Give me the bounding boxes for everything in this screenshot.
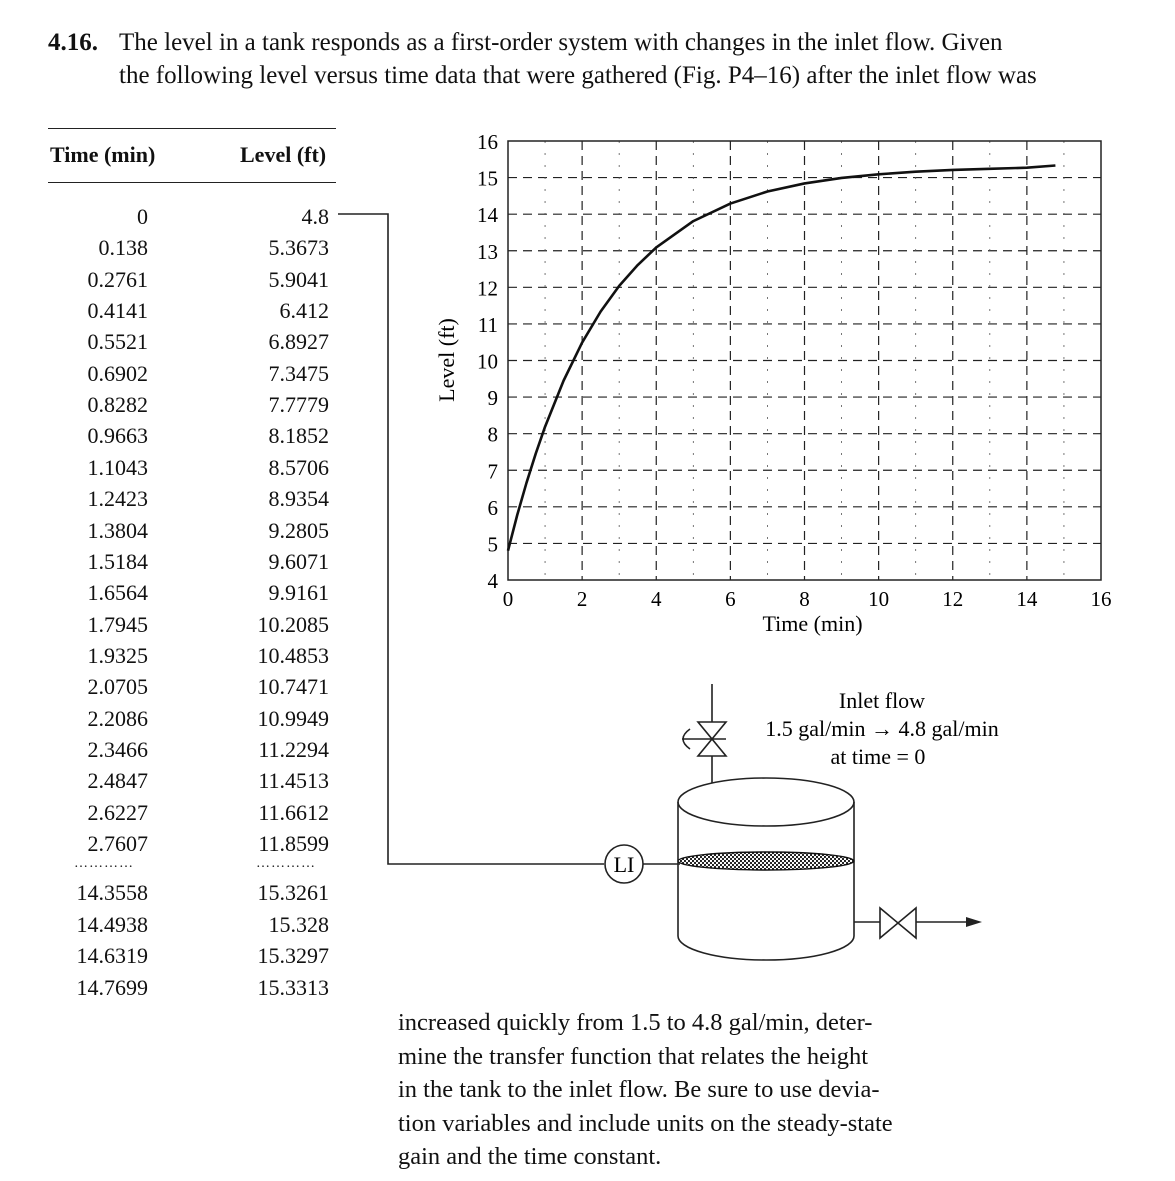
table-cell-time: 1.9325 [87, 642, 148, 668]
table-cell-level: 9.6071 [268, 548, 329, 574]
table-cell-time: 14.4938 [76, 911, 148, 937]
table-cell-time: 2.6227 [87, 799, 148, 825]
table-cell-time: 2.4847 [87, 768, 148, 794]
problem-statement-outro [398, 1006, 958, 1174]
inlet-flow-time: at time = 0 [830, 744, 926, 769]
level-vs-time-chart [434, 130, 1112, 636]
table-cell-time: 0 [137, 204, 148, 229]
y-tick-label: 13 [477, 239, 498, 264]
table-cell-level: 6.412 [279, 298, 329, 324]
table-ellipsis: ………… [256, 856, 316, 872]
table-cell-time: 1.6564 [87, 580, 148, 606]
connector-line [338, 214, 604, 864]
table-cell-time: 2.3466 [87, 736, 148, 762]
y-tick-label: 7 [487, 459, 498, 484]
inlet-valve-icon [682, 722, 726, 756]
table-cell-level: 10.9949 [257, 705, 329, 731]
y-tick-label: 15 [477, 166, 498, 191]
table-cell-level: 15.3261 [257, 880, 329, 905]
table-cell-level: 11.2294 [258, 736, 329, 762]
liquid-level [678, 852, 854, 870]
table-cell-level: 15.328 [268, 911, 329, 937]
y-tick-label: 8 [487, 422, 498, 447]
table-cell-time: 0.5521 [87, 329, 148, 355]
problem-number: 4.16. [48, 29, 98, 56]
table-cell-time: 0.138 [98, 235, 148, 261]
table-cell-level: 15.3297 [257, 943, 329, 968]
table-cell-level: 4.8 [301, 204, 329, 229]
inlet-flow-change: 1.5 gal/min → 4.8 gal/min [765, 716, 999, 741]
table-cell-level: 5.9041 [268, 266, 329, 292]
table-header-time: Time (min) [50, 142, 156, 167]
table-cell-time: 2.7607 [87, 831, 148, 856]
intro-line-1: The level in a tank responds as a first-order system with changes in the inlet flow. Given [119, 29, 1003, 56]
y-tick-label: 6 [487, 495, 498, 520]
tank-icon [678, 778, 854, 960]
inlet-flow-title: Inlet flow [838, 688, 926, 713]
table-header-level: Level (ft) [240, 142, 327, 167]
y-tick-label: 4 [487, 569, 498, 593]
table-cell-time: 14.6319 [76, 943, 148, 968]
table-cell-time: 0.6902 [87, 360, 148, 386]
x-tick-label: 2 [576, 587, 588, 611]
table-cell-time: 0.2761 [87, 266, 148, 292]
table-cell-level: 7.7779 [268, 392, 329, 418]
table-cell-time: 1.1043 [87, 454, 148, 480]
x-tick-label: 0 [502, 587, 514, 611]
y-axis-label: Level (ft) [434, 318, 459, 402]
table-cell-time: 2.2086 [87, 705, 148, 731]
table-cell-level: 11.8599 [258, 831, 329, 856]
table-cell-level: 8.9354 [268, 486, 329, 512]
table-cell-time: 1.7945 [87, 611, 148, 637]
table-cell-time: 1.2423 [87, 486, 148, 512]
table-cell-level: 7.3475 [268, 360, 329, 386]
table-cell-time: 0.4141 [87, 298, 148, 324]
y-tick-label: 11 [477, 312, 498, 337]
outro-line: in the tank to the inlet flow. Be sure to use devia- [398, 1076, 880, 1104]
table-cell-level: 10.2085 [257, 611, 329, 637]
table-cell-time: 0.9663 [87, 423, 148, 449]
x-tick-label: 14 [1016, 587, 1038, 611]
table-cell-level: 8.5706 [268, 454, 329, 480]
y-tick-label: 16 [477, 130, 498, 154]
y-tick-label: 10 [477, 349, 498, 374]
x-tick-label: 6 [725, 587, 736, 611]
table-cell-time: 14.7699 [76, 974, 148, 1000]
table-cell-level: 9.9161 [268, 580, 329, 606]
table-cell-time: 1.5184 [87, 548, 148, 574]
table-cell-time: 2.0705 [87, 674, 148, 700]
outro-line: tion variables and include units on the steady-state [398, 1109, 893, 1137]
table-cell-level: 6.8927 [268, 329, 329, 355]
x-tick-label: 10 [868, 587, 890, 611]
outro-line: increased quickly from 1.5 to 4.8 gal/min, deter- [398, 1009, 873, 1036]
y-tick-label: 5 [487, 532, 498, 557]
x-tick-label: 4 [651, 587, 662, 611]
x-axis-label: Time (min) [762, 611, 863, 636]
table-cell-level: 11.6612 [258, 799, 329, 825]
intro-line-2: the following level versus time data that were gathered (Fig. P4–16) after the inlet flow was [119, 62, 1037, 89]
x-tick-label: 16 [1090, 587, 1112, 611]
table-cell-level: 11.4513 [258, 768, 329, 794]
table-cell-level: 9.2805 [268, 517, 329, 543]
table-cell-level: 10.7471 [257, 674, 329, 700]
y-tick-label: 14 [477, 203, 498, 228]
table-cell-level: 10.4853 [257, 642, 329, 668]
level-indicator-label: LI [613, 852, 635, 877]
series-line-level [508, 166, 1055, 551]
y-tick-label: 12 [477, 276, 498, 301]
x-tick-label: 12 [942, 587, 964, 611]
table-cell-level: 8.1852 [268, 423, 329, 449]
outro-line: mine the transfer function that relates the height [398, 1042, 869, 1070]
outro-line: gain and the time constant. [398, 1143, 662, 1171]
outlet-valve-icon [854, 908, 982, 938]
table-cell-time: 0.8282 [87, 392, 148, 418]
table-cell-time: 14.3558 [76, 880, 148, 905]
table-ellipsis: ………… [74, 856, 134, 872]
table-cell-level: 5.3673 [268, 235, 329, 261]
table-cell-time: 1.3804 [87, 517, 148, 543]
x-tick-label: 8 [799, 587, 810, 611]
y-tick-label: 9 [487, 386, 498, 411]
table-cell-level: 15.3313 [257, 974, 329, 1000]
